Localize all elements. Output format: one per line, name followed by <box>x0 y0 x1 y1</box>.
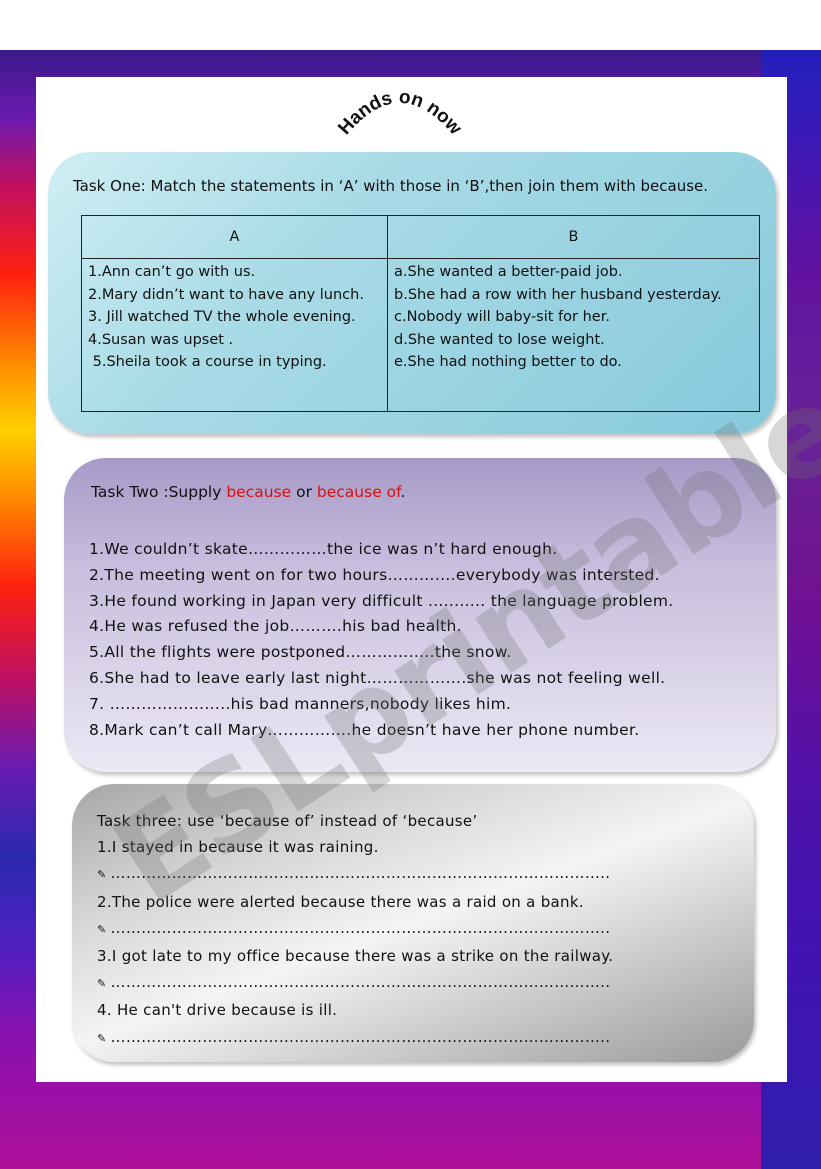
task-three-content <box>97 808 613 1052</box>
task-one-instruction: Task One: Match the statements in ‘A’ with those in ‘B’,then join them with because. <box>73 177 709 195</box>
task-three-item: 4. He can't drive because is ill. <box>97 1001 338 1020</box>
task-two-item: 5.All the flights were postponed……………..the snow. <box>89 643 512 662</box>
answer-line: ✎ …………………………………………………………………………………….. <box>97 864 611 883</box>
task-two-instruction <box>91 483 405 501</box>
column-a-cell <box>82 259 388 412</box>
task-two-item: 2.The meeting went on for two hours………….everybody was intersted. <box>89 565 660 584</box>
svg-text:Hands on now <box>334 87 465 139</box>
a-item: 1.Ann can’t go with us. <box>88 264 256 280</box>
column-a-header: A <box>82 216 388 259</box>
b-item: e.She had nothing better to do. <box>394 354 622 370</box>
task-two-item: 3.He found working in Japan very difficult ........... the language problem. <box>89 591 674 610</box>
b-item: c.Nobody will baby-sit for her. <box>394 309 610 325</box>
b-item: b.She had a row with her husband yesterday. <box>394 286 722 303</box>
column-b-header: B <box>388 216 760 259</box>
task-two-item: 8.Mark can’t call Mary…………….he doesn’t have her phone number. <box>89 720 640 739</box>
task-two-item: 4.He was refused the job……….his bad health. <box>89 617 462 636</box>
a-item: 4.Susan was upset . <box>88 331 234 348</box>
instruction-period: . <box>400 483 406 501</box>
because-word: because <box>226 483 292 501</box>
task-two-item: 7. …………………..his bad manners,nobody likes him. <box>89 694 512 713</box>
task-three-item: 1.I stayed in because it was raining. <box>97 838 379 857</box>
pencil-icon: ✎ <box>97 1031 107 1045</box>
task-three-item: 3.I got late to my office because there was a strike on the railway. <box>97 947 614 966</box>
answer-line: ✎ …………………………………………………………………………………….. <box>97 1027 611 1046</box>
worksheet-title: Hands on now <box>334 86 466 139</box>
b-item: a.She wanted a better-paid job. <box>394 264 623 280</box>
answer-line: ✎ …………………………………………………………………………………….. <box>97 973 611 992</box>
a-item: 5.Sheila took a course in typing. <box>88 354 327 370</box>
b-item: d.She wanted to lose weight. <box>394 331 605 348</box>
answer-line: ✎ …………………………………………………………………………………….. <box>97 918 611 937</box>
a-item: 2.Mary didn’t want to have any lunch. <box>88 286 364 303</box>
because-of-word: because of <box>316 483 401 501</box>
match-table <box>81 215 760 412</box>
task-two-item: 1.We couldn’t skate……………the ice was n’t hard enough. <box>89 540 558 558</box>
pencil-icon: ✎ <box>97 922 107 936</box>
pencil-icon: ✎ <box>97 868 107 882</box>
title-arc <box>300 72 500 152</box>
instruction-prefix: Task Two :Supply <box>91 483 227 501</box>
task-two-item: 6.She had to leave early last night……………….she was not feeling well. <box>89 668 666 687</box>
task-three-item: 2.The police were alerted because there was a raid on a bank. <box>97 892 584 911</box>
column-b-cell <box>388 259 760 412</box>
task-three-instruction: Task three: use ‘because of’ instead of ‘because’ <box>97 812 478 830</box>
pencil-icon: ✎ <box>97 977 107 991</box>
or-word: or <box>291 483 317 501</box>
task-two-items <box>89 537 674 743</box>
a-item: 3. Jill watched TV the whole evening. <box>88 309 356 325</box>
